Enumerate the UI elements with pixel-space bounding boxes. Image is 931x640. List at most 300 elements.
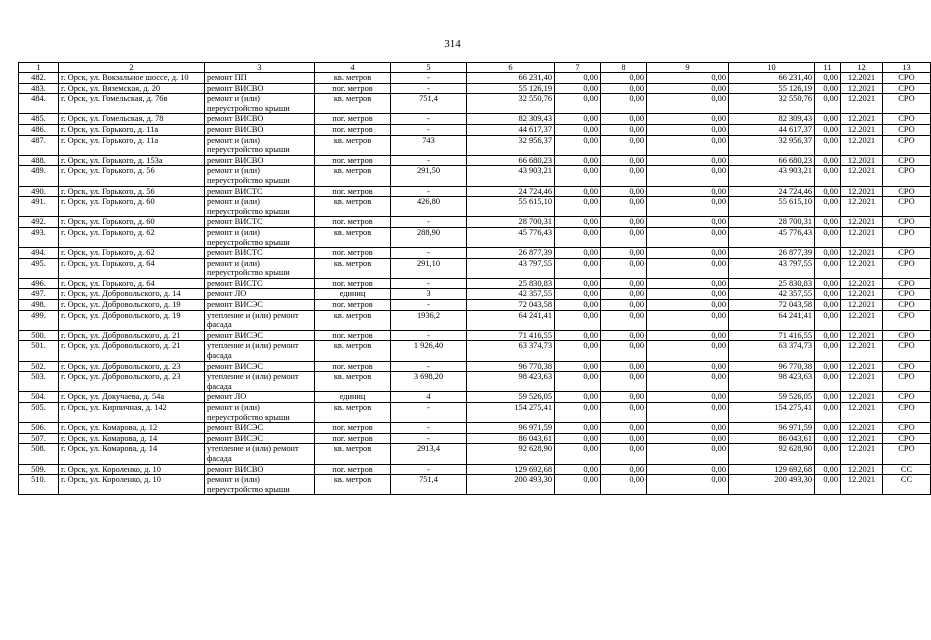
method-cell: СРО xyxy=(883,403,931,423)
cell: 0,00 xyxy=(555,289,601,300)
volume-cell: - xyxy=(391,433,467,444)
cell: 0,00 xyxy=(555,475,601,495)
row-number: 489. xyxy=(19,166,59,186)
work-type-cell: ремонт ВИСТС xyxy=(205,217,315,228)
work-type-cell: ремонт ВИСЭС xyxy=(205,330,315,341)
volume-cell: 3 698,20 xyxy=(391,372,467,392)
cell: 0,00 xyxy=(601,83,647,94)
cell: 0,00 xyxy=(815,475,841,495)
cell: 0,00 xyxy=(601,372,647,392)
cell: 0,00 xyxy=(555,155,601,166)
cell: 0,00 xyxy=(601,423,647,434)
unit-cell: пог. метров xyxy=(315,361,391,372)
address-cell: г. Орск, ул. Горького, д. 60 xyxy=(59,217,205,228)
cell: 43 797,55 xyxy=(729,258,815,278)
table-row xyxy=(19,310,931,330)
row-number: 488. xyxy=(19,155,59,166)
cell: 0,00 xyxy=(647,114,729,125)
row-number: 485. xyxy=(19,114,59,125)
date-cell: 12.2021 xyxy=(841,464,883,475)
volume-cell: 426,80 xyxy=(391,197,467,217)
table-row xyxy=(19,166,931,186)
work-type-cell: ремонт и (или) переустройство крыши xyxy=(205,475,315,495)
unit-cell: кв. метров xyxy=(315,258,391,278)
date-cell: 12.2021 xyxy=(841,197,883,217)
cell: 0,00 xyxy=(647,341,729,361)
address-cell: г. Орск, ул. Вяземская, д. 20 xyxy=(59,83,205,94)
work-type-cell: ремонт и (или) переустройство крыши xyxy=(205,166,315,186)
table-row xyxy=(19,423,931,434)
cell: 0,00 xyxy=(601,155,647,166)
cell: 0,00 xyxy=(555,361,601,372)
address-cell: г. Орск, ул. Горького, д. 62 xyxy=(59,227,205,247)
address-cell: г. Орск, ул. Комарова, д. 12 xyxy=(59,423,205,434)
work-type-cell: ремонт и (или) переустройство крыши xyxy=(205,403,315,423)
cell: 32 956,37 xyxy=(729,135,815,155)
cell: 0,00 xyxy=(647,73,729,84)
cell: 0,00 xyxy=(647,310,729,330)
cell: 0,00 xyxy=(815,73,841,84)
unit-cell: кв. метров xyxy=(315,197,391,217)
column-header: 10 xyxy=(729,63,815,73)
method-cell: СРО xyxy=(883,300,931,311)
unit-cell: кв. метров xyxy=(315,94,391,114)
cell: 0,00 xyxy=(815,433,841,444)
column-header: 7 xyxy=(555,63,601,73)
cell: 55 615,10 xyxy=(729,197,815,217)
total-cost-cell: 55 615,10 xyxy=(467,197,555,217)
volume-cell: - xyxy=(391,423,467,434)
cell: 0,00 xyxy=(647,361,729,372)
volume-cell: 751,4 xyxy=(391,475,467,495)
cell: 0,00 xyxy=(815,310,841,330)
cell: 28 700,31 xyxy=(729,217,815,228)
cell: 0,00 xyxy=(601,289,647,300)
address-cell: г. Орск, ул. Добровольского, д. 14 xyxy=(59,289,205,300)
cell: 0,00 xyxy=(555,114,601,125)
cell: 0,00 xyxy=(647,372,729,392)
date-cell: 12.2021 xyxy=(841,258,883,278)
row-number: 500. xyxy=(19,330,59,341)
address-cell: г. Орск, ул. Кирпичная, д. 142 xyxy=(59,403,205,423)
cell: 25 830,83 xyxy=(729,278,815,289)
unit-cell: пог. метров xyxy=(315,186,391,197)
address-cell: г. Орск, ул. Горького, д. 11а xyxy=(59,124,205,135)
cell: 0,00 xyxy=(601,94,647,114)
total-cost-cell: 55 126,19 xyxy=(467,83,555,94)
date-cell: 12.2021 xyxy=(841,475,883,495)
table-row xyxy=(19,464,931,475)
cell: 0,00 xyxy=(601,392,647,403)
column-header: 9 xyxy=(647,63,729,73)
cell: 0,00 xyxy=(601,475,647,495)
cell: 0,00 xyxy=(647,392,729,403)
volume-cell: - xyxy=(391,403,467,423)
cell: 0,00 xyxy=(601,227,647,247)
work-type-cell: ремонт ВИСВО xyxy=(205,464,315,475)
date-cell: 12.2021 xyxy=(841,186,883,197)
work-type-cell: ремонт ВИСЭС xyxy=(205,423,315,434)
cell: 0,00 xyxy=(601,444,647,464)
table-row xyxy=(19,278,931,289)
work-type-cell: ремонт ПП xyxy=(205,73,315,84)
volume-cell: - xyxy=(391,361,467,372)
date-cell: 12.2021 xyxy=(841,227,883,247)
cell: 0,00 xyxy=(647,423,729,434)
repair-program-table xyxy=(18,62,931,495)
cell: 0,00 xyxy=(555,444,601,464)
address-cell: г. Орск, ул. Комарова, д. 14 xyxy=(59,433,205,444)
column-header: 2 xyxy=(59,63,205,73)
cell: 0,00 xyxy=(815,258,841,278)
cell: 0,00 xyxy=(601,433,647,444)
unit-cell: кв. метров xyxy=(315,73,391,84)
cell: 0,00 xyxy=(647,258,729,278)
cell: 0,00 xyxy=(815,423,841,434)
volume-cell: - xyxy=(391,73,467,84)
unit-cell: единиц xyxy=(315,289,391,300)
work-type-cell: утепление и (или) ремонт фасада xyxy=(205,341,315,361)
cell: 0,00 xyxy=(601,278,647,289)
method-cell: СРО xyxy=(883,330,931,341)
unit-cell: пог. метров xyxy=(315,155,391,166)
cell: 0,00 xyxy=(601,217,647,228)
date-cell: 12.2021 xyxy=(841,310,883,330)
cell: 0,00 xyxy=(555,94,601,114)
address-cell: г. Орск, ул. Горького, д. 11а xyxy=(59,135,205,155)
cell: 72 043,58 xyxy=(729,300,815,311)
column-header: 4 xyxy=(315,63,391,73)
cell: 0,00 xyxy=(601,300,647,311)
date-cell: 12.2021 xyxy=(841,361,883,372)
cell: 0,00 xyxy=(601,114,647,125)
cell: 0,00 xyxy=(555,186,601,197)
address-cell: г. Орск, ул. Добровольского, д. 23 xyxy=(59,372,205,392)
cell: 0,00 xyxy=(601,403,647,423)
total-cost-cell: 92 628,90 xyxy=(467,444,555,464)
cell: 98 423,63 xyxy=(729,372,815,392)
volume-cell: 1936,2 xyxy=(391,310,467,330)
volume-cell: 288,90 xyxy=(391,227,467,247)
total-cost-cell: 64 241,41 xyxy=(467,310,555,330)
table-row xyxy=(19,135,931,155)
cell: 129 692,68 xyxy=(729,464,815,475)
cell: 0,00 xyxy=(601,341,647,361)
table-row xyxy=(19,124,931,135)
total-cost-cell: 98 423,63 xyxy=(467,372,555,392)
column-header: 13 xyxy=(883,63,931,73)
cell: 0,00 xyxy=(815,289,841,300)
cell: 26 877,39 xyxy=(729,248,815,259)
row-number: 498. xyxy=(19,300,59,311)
table-row xyxy=(19,83,931,94)
unit-cell: пог. метров xyxy=(315,423,391,434)
cell: 0,00 xyxy=(555,433,601,444)
cell: 0,00 xyxy=(555,330,601,341)
total-cost-cell: 200 493,30 xyxy=(467,475,555,495)
cell: 0,00 xyxy=(647,197,729,217)
cell: 66 680,23 xyxy=(729,155,815,166)
date-cell: 12.2021 xyxy=(841,403,883,423)
cell: 45 776,43 xyxy=(729,227,815,247)
cell: 0,00 xyxy=(555,73,601,84)
cell: 0,00 xyxy=(647,135,729,155)
cell: 0,00 xyxy=(815,392,841,403)
cell: 0,00 xyxy=(601,330,647,341)
row-number: 503. xyxy=(19,372,59,392)
date-cell: 12.2021 xyxy=(841,372,883,392)
row-number: 495. xyxy=(19,258,59,278)
cell: 0,00 xyxy=(647,433,729,444)
unit-cell: пог. метров xyxy=(315,278,391,289)
work-type-cell: ремонт ВИСВО xyxy=(205,83,315,94)
cell: 200 493,30 xyxy=(729,475,815,495)
total-cost-cell: 96 971,59 xyxy=(467,423,555,434)
cell: 0,00 xyxy=(647,330,729,341)
row-number: 502. xyxy=(19,361,59,372)
column-header: 12 xyxy=(841,63,883,73)
cell: 42 357,55 xyxy=(729,289,815,300)
unit-cell: кв. метров xyxy=(315,372,391,392)
volume-cell: 291,50 xyxy=(391,166,467,186)
total-cost-cell: 59 526,05 xyxy=(467,392,555,403)
row-number: 484. xyxy=(19,94,59,114)
cell: 0,00 xyxy=(601,197,647,217)
volume-cell: - xyxy=(391,124,467,135)
cell: 0,00 xyxy=(555,278,601,289)
address-cell: г. Орск, ул. Горького, д. 64 xyxy=(59,258,205,278)
row-number: 487. xyxy=(19,135,59,155)
cell: 0,00 xyxy=(815,248,841,259)
row-number: 509. xyxy=(19,464,59,475)
cell: 0,00 xyxy=(555,248,601,259)
table-row xyxy=(19,197,931,217)
method-cell: СРО xyxy=(883,341,931,361)
cell: 154 275,41 xyxy=(729,403,815,423)
total-cost-cell: 43 797,55 xyxy=(467,258,555,278)
cell: 0,00 xyxy=(815,197,841,217)
address-cell: г. Орск, ул. Горького, д. 153а xyxy=(59,155,205,166)
address-cell: г. Орск, ул. Горького, д. 60 xyxy=(59,197,205,217)
date-cell: 12.2021 xyxy=(841,135,883,155)
address-cell: г. Орск, ул. Вокзальное шоссе, д. 10 xyxy=(59,73,205,84)
volume-cell: 291,10 xyxy=(391,258,467,278)
table-row xyxy=(19,433,931,444)
cell: 0,00 xyxy=(601,124,647,135)
work-type-cell: ремонт ВИСТС xyxy=(205,186,315,197)
total-cost-cell: 32 956,37 xyxy=(467,135,555,155)
date-cell: 12.2021 xyxy=(841,289,883,300)
cell: 0,00 xyxy=(601,135,647,155)
total-cost-cell: 82 309,43 xyxy=(467,114,555,125)
date-cell: 12.2021 xyxy=(841,73,883,84)
table-header-row xyxy=(19,63,931,73)
row-number: 504. xyxy=(19,392,59,403)
row-number: 483. xyxy=(19,83,59,94)
table-row xyxy=(19,444,931,464)
row-number: 494. xyxy=(19,248,59,259)
address-cell: г. Орск, ул. Горького, д. 56 xyxy=(59,186,205,197)
volume-cell: - xyxy=(391,217,467,228)
table-row xyxy=(19,289,931,300)
cell: 0,00 xyxy=(555,310,601,330)
cell: 0,00 xyxy=(647,217,729,228)
method-cell: СРО xyxy=(883,83,931,94)
table-row xyxy=(19,392,931,403)
row-number: 501. xyxy=(19,341,59,361)
method-cell: СС xyxy=(883,464,931,475)
date-cell: 12.2021 xyxy=(841,248,883,259)
table-body xyxy=(19,73,931,495)
total-cost-cell: 63 374,73 xyxy=(467,341,555,361)
row-number: 508. xyxy=(19,444,59,464)
total-cost-cell: 25 830,83 xyxy=(467,278,555,289)
cell: 0,00 xyxy=(815,341,841,361)
method-cell: СРО xyxy=(883,289,931,300)
cell: 0,00 xyxy=(647,444,729,464)
cell: 0,00 xyxy=(555,300,601,311)
volume-cell: - xyxy=(391,83,467,94)
address-cell: г. Орск, ул. Горького, д. 56 xyxy=(59,166,205,186)
unit-cell: пог. метров xyxy=(315,248,391,259)
unit-cell: пог. метров xyxy=(315,124,391,135)
table-row xyxy=(19,217,931,228)
row-number: 490. xyxy=(19,186,59,197)
cell: 0,00 xyxy=(815,186,841,197)
method-cell: СРО xyxy=(883,433,931,444)
cell: 0,00 xyxy=(647,227,729,247)
method-cell: СРО xyxy=(883,248,931,259)
method-cell: СРО xyxy=(883,444,931,464)
work-type-cell: ремонт ВИСЭС xyxy=(205,433,315,444)
cell: 0,00 xyxy=(647,300,729,311)
cell: 0,00 xyxy=(555,372,601,392)
total-cost-cell: 45 776,43 xyxy=(467,227,555,247)
cell: 0,00 xyxy=(815,300,841,311)
cell: 0,00 xyxy=(601,166,647,186)
cell: 86 043,61 xyxy=(729,433,815,444)
method-cell: СРО xyxy=(883,197,931,217)
column-header: 1 xyxy=(19,63,59,73)
unit-cell: кв. метров xyxy=(315,135,391,155)
address-cell: г. Орск, ул. Добровольского, д. 21 xyxy=(59,330,205,341)
unit-cell: единиц xyxy=(315,392,391,403)
work-type-cell: ремонт ЛО xyxy=(205,289,315,300)
cell: 0,00 xyxy=(815,83,841,94)
work-type-cell: ремонт ВИСВО xyxy=(205,124,315,135)
cell: 0,00 xyxy=(815,403,841,423)
address-cell: г. Орск, ул. Добровольского, д. 21 xyxy=(59,341,205,361)
total-cost-cell: 86 043,61 xyxy=(467,433,555,444)
method-cell: СРО xyxy=(883,278,931,289)
cell: 0,00 xyxy=(555,392,601,403)
work-type-cell: ремонт и (или) переустройство крыши xyxy=(205,258,315,278)
table-row xyxy=(19,73,931,84)
column-header: 6 xyxy=(467,63,555,73)
cell: 63 374,73 xyxy=(729,341,815,361)
cell: 0,00 xyxy=(815,155,841,166)
date-cell: 12.2021 xyxy=(841,114,883,125)
table-row xyxy=(19,341,931,361)
table-row xyxy=(19,227,931,247)
work-type-cell: ремонт и (или) переустройство крыши xyxy=(205,135,315,155)
method-cell: СРО xyxy=(883,94,931,114)
method-cell: СРО xyxy=(883,310,931,330)
table-row xyxy=(19,258,931,278)
work-type-cell: ремонт ВИСВО xyxy=(205,155,315,166)
cell: 0,00 xyxy=(601,361,647,372)
date-cell: 12.2021 xyxy=(841,166,883,186)
date-cell: 12.2021 xyxy=(841,83,883,94)
cell: 0,00 xyxy=(647,124,729,135)
cell: 0,00 xyxy=(601,186,647,197)
method-cell: СРО xyxy=(883,372,931,392)
cell: 0,00 xyxy=(601,248,647,259)
cell: 43 903,21 xyxy=(729,166,815,186)
cell: 0,00 xyxy=(647,464,729,475)
volume-cell: - xyxy=(391,330,467,341)
table-row xyxy=(19,403,931,423)
total-cost-cell: 32 550,76 xyxy=(467,94,555,114)
table-row xyxy=(19,475,931,495)
cell: 0,00 xyxy=(815,464,841,475)
table-row xyxy=(19,330,931,341)
work-type-cell: ремонт ВИСЭС xyxy=(205,300,315,311)
volume-cell: - xyxy=(391,464,467,475)
address-cell: г. Орск, ул. Горького, д. 62 xyxy=(59,248,205,259)
unit-cell: пог. метров xyxy=(315,83,391,94)
unit-cell: кв. метров xyxy=(315,403,391,423)
total-cost-cell: 26 877,39 xyxy=(467,248,555,259)
table-row xyxy=(19,94,931,114)
cell: 92 628,90 xyxy=(729,444,815,464)
total-cost-cell: 96 770,38 xyxy=(467,361,555,372)
row-number: 482. xyxy=(19,73,59,84)
address-cell: г. Орск, ул. Горького, д. 64 xyxy=(59,278,205,289)
cell: 0,00 xyxy=(555,197,601,217)
work-type-cell: ремонт и (или) переустройство крыши xyxy=(205,197,315,217)
unit-cell: пог. метров xyxy=(315,433,391,444)
cell: 0,00 xyxy=(647,278,729,289)
total-cost-cell: 28 700,31 xyxy=(467,217,555,228)
address-cell: г. Орск, ул. Гомельская, д. 78 xyxy=(59,114,205,125)
address-cell: г. Орск, ул. Гомельская, д. 76в xyxy=(59,94,205,114)
cell: 0,00 xyxy=(555,217,601,228)
address-cell: г. Орск, ул. Добровольского, д. 19 xyxy=(59,300,205,311)
cell: 0,00 xyxy=(647,403,729,423)
cell: 66 231,40 xyxy=(729,73,815,84)
volume-cell: - xyxy=(391,300,467,311)
date-cell: 12.2021 xyxy=(841,423,883,434)
cell: 0,00 xyxy=(815,372,841,392)
unit-cell: кв. метров xyxy=(315,475,391,495)
unit-cell: кв. метров xyxy=(315,310,391,330)
method-cell: СРО xyxy=(883,124,931,135)
table-row xyxy=(19,300,931,311)
total-cost-cell: 24 724,46 xyxy=(467,186,555,197)
unit-cell: пог. метров xyxy=(315,464,391,475)
cell: 0,00 xyxy=(555,423,601,434)
cell: 24 724,46 xyxy=(729,186,815,197)
cell: 0,00 xyxy=(647,94,729,114)
total-cost-cell: 43 903,21 xyxy=(467,166,555,186)
work-type-cell: ремонт ВИСВО xyxy=(205,114,315,125)
row-number: 506. xyxy=(19,423,59,434)
work-type-cell: утепление и (или) ремонт фасада xyxy=(205,444,315,464)
cell: 0,00 xyxy=(647,155,729,166)
table-row xyxy=(19,114,931,125)
unit-cell: кв. метров xyxy=(315,227,391,247)
